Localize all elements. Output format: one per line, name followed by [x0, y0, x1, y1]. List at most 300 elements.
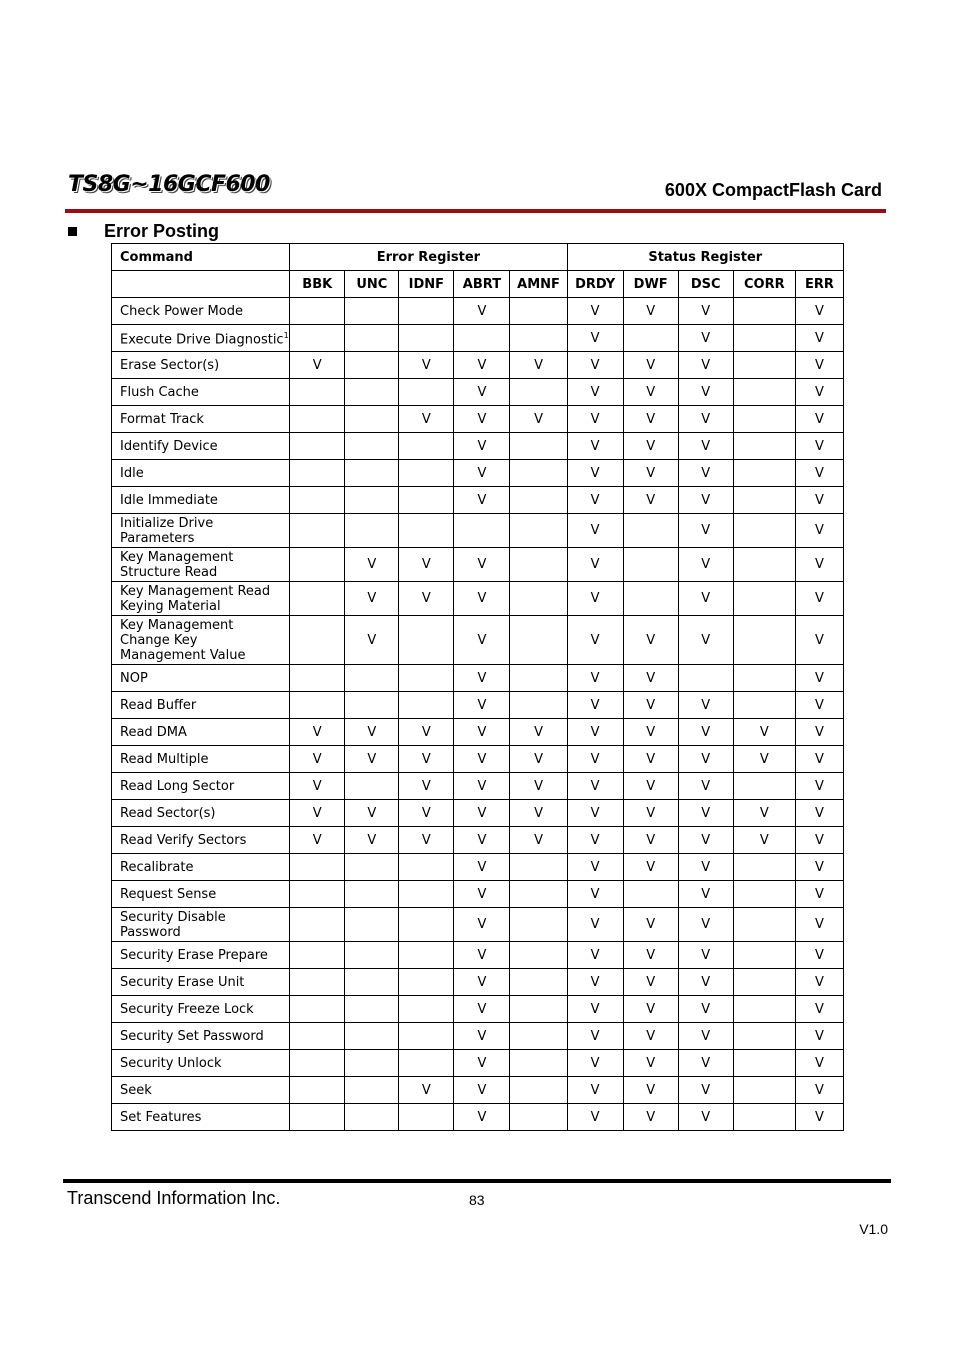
mark-cell — [345, 433, 399, 460]
command-cell: Security Erase Unit — [112, 969, 290, 996]
mark-cell: V — [623, 827, 678, 854]
column-header: ERR — [795, 271, 843, 298]
mark-cell — [510, 665, 567, 692]
command-cell: Idle — [112, 460, 290, 487]
mark-cell — [345, 692, 399, 719]
mark-cell: V — [510, 773, 567, 800]
mark-cell: V — [399, 406, 454, 433]
mark-cell: V — [795, 298, 843, 325]
mark-cell: V — [454, 379, 510, 406]
mark-cell: V — [795, 460, 843, 487]
mark-cell — [399, 692, 454, 719]
mark-cell: V — [623, 379, 678, 406]
mark-cell — [510, 298, 567, 325]
mark-cell: V — [678, 969, 733, 996]
mark-cell: V — [678, 746, 733, 773]
footer-company: Transcend Information Inc. — [67, 1188, 281, 1208]
mark-cell: V — [623, 942, 678, 969]
table-row — [112, 1104, 844, 1131]
mark-cell — [733, 996, 795, 1023]
column-header: AMNF — [510, 271, 567, 298]
mark-cell: V — [795, 996, 843, 1023]
mark-cell — [345, 325, 399, 352]
mark-cell — [399, 460, 454, 487]
status-register-header: Status Register — [567, 244, 843, 271]
command-cell: Identify Device — [112, 433, 290, 460]
command-cell: Recalibrate — [112, 854, 290, 881]
column-header: DRDY — [567, 271, 623, 298]
mark-cell — [510, 996, 567, 1023]
mark-cell: V — [510, 352, 567, 379]
mark-cell: V — [678, 406, 733, 433]
mark-cell: V — [454, 942, 510, 969]
mark-cell: V — [454, 1104, 510, 1131]
mark-cell — [399, 908, 454, 942]
mark-cell: V — [795, 665, 843, 692]
mark-cell: V — [510, 800, 567, 827]
mark-cell: V — [678, 1077, 733, 1104]
mark-cell — [623, 514, 678, 548]
mark-cell: V — [795, 352, 843, 379]
mark-cell: V — [678, 996, 733, 1023]
mark-cell — [399, 433, 454, 460]
mark-cell — [510, 460, 567, 487]
mark-cell: V — [623, 1104, 678, 1131]
mark-cell: V — [510, 746, 567, 773]
mark-cell: V — [623, 773, 678, 800]
table-row — [112, 692, 844, 719]
command-cell: Execute Drive Diagnostic$^1$ — [112, 325, 290, 352]
mark-cell — [345, 942, 399, 969]
empty-header-cell — [112, 271, 290, 298]
command-cell: Erase Sector(s) — [112, 352, 290, 379]
command-cell: Key Management Change Key Management Value — [112, 616, 290, 665]
mark-cell: V — [678, 433, 733, 460]
mark-cell: V — [795, 692, 843, 719]
mark-cell: V — [678, 773, 733, 800]
mark-cell — [733, 325, 795, 352]
command-cell: Request Sense — [112, 881, 290, 908]
mark-cell: V — [399, 582, 454, 616]
mark-cell: V — [290, 719, 345, 746]
mark-cell: V — [567, 1077, 623, 1104]
column-header: UNC — [345, 271, 399, 298]
mark-cell — [290, 1050, 345, 1077]
table-row — [112, 325, 844, 352]
mark-cell — [733, 773, 795, 800]
command-cell: Format Track — [112, 406, 290, 433]
mark-cell: V — [345, 746, 399, 773]
table-row — [112, 746, 844, 773]
mark-cell: V — [567, 325, 623, 352]
mark-cell: V — [567, 908, 623, 942]
mark-cell — [510, 1050, 567, 1077]
mark-cell — [345, 379, 399, 406]
mark-cell — [290, 514, 345, 548]
mark-cell — [399, 379, 454, 406]
table-row — [112, 406, 844, 433]
mark-cell — [733, 942, 795, 969]
mark-cell: V — [678, 298, 733, 325]
mark-cell: V — [454, 1023, 510, 1050]
mark-cell — [623, 881, 678, 908]
command-cell: Security Freeze Lock — [112, 996, 290, 1023]
mark-cell: V — [623, 692, 678, 719]
mark-cell — [290, 487, 345, 514]
mark-cell — [399, 665, 454, 692]
mark-cell: V — [623, 800, 678, 827]
mark-cell: V — [795, 582, 843, 616]
mark-cell: V — [733, 719, 795, 746]
command-cell: Key Management Structure Read — [112, 548, 290, 582]
mark-cell: V — [623, 487, 678, 514]
mark-cell — [733, 1050, 795, 1077]
mark-cell — [510, 969, 567, 996]
mark-cell: V — [454, 908, 510, 942]
mark-cell: V — [795, 942, 843, 969]
table-row — [112, 460, 844, 487]
command-cell: Check Power Mode — [112, 298, 290, 325]
mark-cell: V — [678, 1050, 733, 1077]
column-header: CORR — [733, 271, 795, 298]
mark-cell — [345, 352, 399, 379]
mark-cell — [733, 487, 795, 514]
mark-cell: V — [399, 352, 454, 379]
mark-cell: V — [623, 1023, 678, 1050]
mark-cell — [345, 514, 399, 548]
mark-cell: V — [567, 582, 623, 616]
mark-cell — [510, 1104, 567, 1131]
mark-cell: V — [623, 616, 678, 665]
mark-cell — [510, 942, 567, 969]
mark-cell: V — [678, 487, 733, 514]
mark-cell: V — [678, 881, 733, 908]
mark-cell — [345, 406, 399, 433]
command-cell: NOP — [112, 665, 290, 692]
mark-cell: V — [567, 460, 623, 487]
mark-cell — [345, 773, 399, 800]
mark-cell — [345, 1050, 399, 1077]
column-header-row — [112, 271, 844, 298]
command-cell: Idle Immediate — [112, 487, 290, 514]
mark-cell: V — [678, 942, 733, 969]
mark-cell: V — [454, 719, 510, 746]
mark-cell — [345, 1023, 399, 1050]
mark-cell: V — [795, 487, 843, 514]
mark-cell: V — [623, 746, 678, 773]
mark-cell: V — [567, 514, 623, 548]
mark-cell: V — [623, 908, 678, 942]
mark-cell — [399, 969, 454, 996]
mark-cell: V — [567, 692, 623, 719]
error-posting-table — [111, 243, 844, 1131]
product-title: TS8G~16GCF600 — [68, 172, 270, 197]
mark-cell — [399, 487, 454, 514]
command-cell: Security Disable Password — [112, 908, 290, 942]
table-row — [112, 908, 844, 942]
command-cell: Read Buffer — [112, 692, 290, 719]
mark-cell — [733, 665, 795, 692]
mark-cell: V — [623, 298, 678, 325]
mark-cell — [733, 406, 795, 433]
table-row — [112, 1023, 844, 1050]
mark-cell: V — [795, 406, 843, 433]
mark-cell — [290, 298, 345, 325]
table-row — [112, 352, 844, 379]
mark-cell: V — [454, 800, 510, 827]
mark-cell — [733, 514, 795, 548]
mark-cell: V — [795, 514, 843, 548]
table-row — [112, 773, 844, 800]
command-cell: Seek — [112, 1077, 290, 1104]
mark-cell: V — [795, 325, 843, 352]
mark-cell: V — [567, 773, 623, 800]
mark-cell: V — [623, 460, 678, 487]
mark-cell — [510, 582, 567, 616]
mark-cell — [678, 665, 733, 692]
mark-cell: V — [623, 969, 678, 996]
column-header: DSC — [678, 271, 733, 298]
mark-cell — [290, 881, 345, 908]
mark-cell: V — [795, 827, 843, 854]
command-cell: Read Verify Sectors — [112, 827, 290, 854]
table-row — [112, 942, 844, 969]
mark-cell — [345, 854, 399, 881]
mark-cell — [345, 881, 399, 908]
mark-cell: V — [454, 298, 510, 325]
table-row — [112, 298, 844, 325]
mark-cell — [733, 298, 795, 325]
mark-cell: V — [454, 406, 510, 433]
mark-cell — [290, 325, 345, 352]
mark-cell — [345, 908, 399, 942]
mark-cell: V — [678, 692, 733, 719]
mark-cell — [399, 881, 454, 908]
command-cell: Security Erase Prepare — [112, 942, 290, 969]
mark-cell — [345, 298, 399, 325]
mark-cell — [733, 616, 795, 665]
mark-cell: V — [678, 1104, 733, 1131]
table-row — [112, 548, 844, 582]
mark-cell: V — [510, 406, 567, 433]
mark-cell — [733, 1023, 795, 1050]
table-row — [112, 665, 844, 692]
mark-cell: V — [678, 514, 733, 548]
mark-cell — [733, 854, 795, 881]
mark-cell: V — [454, 460, 510, 487]
column-header: BBK — [290, 271, 345, 298]
mark-cell — [399, 298, 454, 325]
mark-cell: V — [290, 352, 345, 379]
mark-cell: V — [345, 582, 399, 616]
mark-cell — [510, 1023, 567, 1050]
mark-cell — [345, 1077, 399, 1104]
mark-cell: V — [795, 746, 843, 773]
mark-cell: V — [567, 969, 623, 996]
mark-cell: V — [567, 942, 623, 969]
mark-cell: V — [567, 996, 623, 1023]
mark-cell — [399, 1023, 454, 1050]
mark-cell — [290, 1077, 345, 1104]
group-header-row — [112, 244, 844, 271]
command-cell: Flush Cache — [112, 379, 290, 406]
mark-cell: V — [290, 773, 345, 800]
mark-cell: V — [290, 746, 345, 773]
document-version: V1.0 — [859, 1221, 888, 1237]
mark-cell — [399, 854, 454, 881]
mark-cell — [290, 433, 345, 460]
mark-cell: V — [567, 746, 623, 773]
column-header: DWF — [623, 271, 678, 298]
mark-cell — [510, 616, 567, 665]
mark-cell: V — [567, 854, 623, 881]
mark-cell: V — [454, 548, 510, 582]
mark-cell: V — [795, 379, 843, 406]
mark-cell — [623, 548, 678, 582]
mark-cell — [510, 692, 567, 719]
mark-cell — [290, 942, 345, 969]
mark-cell: V — [678, 854, 733, 881]
mark-cell: V — [795, 1050, 843, 1077]
header-divider — [65, 209, 886, 213]
mark-cell — [510, 1077, 567, 1104]
command-cell: Initialize Drive Parameters — [112, 514, 290, 548]
mark-cell: V — [678, 548, 733, 582]
mark-cell: V — [795, 1104, 843, 1131]
mark-cell: V — [623, 665, 678, 692]
mark-cell: V — [454, 1077, 510, 1104]
mark-cell: V — [623, 433, 678, 460]
mark-cell: V — [454, 746, 510, 773]
mark-cell — [399, 942, 454, 969]
mark-cell — [399, 996, 454, 1023]
mark-cell — [290, 548, 345, 582]
mark-cell — [510, 487, 567, 514]
mark-cell — [345, 487, 399, 514]
mark-cell — [510, 379, 567, 406]
mark-cell: V — [567, 406, 623, 433]
mark-cell: V — [623, 352, 678, 379]
mark-cell: V — [623, 406, 678, 433]
square-bullet-icon — [68, 227, 77, 236]
mark-cell: V — [567, 548, 623, 582]
table-row — [112, 1050, 844, 1077]
mark-cell: V — [795, 1023, 843, 1050]
table-row — [112, 616, 844, 665]
mark-cell: V — [399, 827, 454, 854]
mark-cell: V — [567, 1023, 623, 1050]
table-row — [112, 854, 844, 881]
mark-cell: V — [678, 379, 733, 406]
mark-cell: V — [678, 827, 733, 854]
mark-cell: V — [733, 827, 795, 854]
mark-cell — [510, 881, 567, 908]
mark-cell: V — [399, 800, 454, 827]
mark-cell: V — [795, 969, 843, 996]
mark-cell — [399, 514, 454, 548]
mark-cell: V — [795, 616, 843, 665]
mark-cell — [345, 969, 399, 996]
mark-cell — [510, 325, 567, 352]
mark-cell: V — [795, 719, 843, 746]
mark-cell: V — [290, 800, 345, 827]
column-header: ABRT — [454, 271, 510, 298]
mark-cell — [733, 433, 795, 460]
mark-cell: V — [678, 460, 733, 487]
mark-cell — [733, 582, 795, 616]
mark-cell: V — [567, 379, 623, 406]
mark-cell: V — [733, 746, 795, 773]
mark-cell: V — [454, 854, 510, 881]
mark-cell: V — [399, 719, 454, 746]
mark-cell: V — [454, 665, 510, 692]
mark-cell: V — [678, 352, 733, 379]
mark-cell: V — [678, 800, 733, 827]
mark-cell: V — [454, 827, 510, 854]
command-cell: Security Set Password — [112, 1023, 290, 1050]
mark-cell: V — [795, 773, 843, 800]
mark-cell: V — [567, 298, 623, 325]
column-header: IDNF — [399, 271, 454, 298]
mark-cell: V — [795, 881, 843, 908]
mark-cell — [733, 548, 795, 582]
mark-cell — [733, 352, 795, 379]
command-cell: Read Multiple — [112, 746, 290, 773]
mark-cell: V — [454, 1050, 510, 1077]
mark-cell: V — [623, 719, 678, 746]
mark-cell — [345, 665, 399, 692]
mark-cell: V — [795, 854, 843, 881]
mark-cell: V — [567, 719, 623, 746]
mark-cell — [345, 996, 399, 1023]
mark-cell — [733, 881, 795, 908]
mark-cell: V — [567, 487, 623, 514]
command-cell: Read Sector(s) — [112, 800, 290, 827]
mark-cell — [345, 1104, 399, 1131]
mark-cell: V — [567, 352, 623, 379]
mark-cell: V — [454, 996, 510, 1023]
mark-cell: V — [567, 881, 623, 908]
mark-cell — [399, 616, 454, 665]
mark-cell — [733, 460, 795, 487]
table-row — [112, 379, 844, 406]
error-register-header: Error Register — [290, 244, 567, 271]
mark-cell: V — [454, 433, 510, 460]
section-heading — [68, 221, 219, 242]
mark-cell — [290, 692, 345, 719]
table-row — [112, 827, 844, 854]
mark-cell: V — [567, 1104, 623, 1131]
mark-cell — [290, 1104, 345, 1131]
mark-cell: V — [454, 487, 510, 514]
mark-cell: V — [795, 800, 843, 827]
mark-cell: V — [345, 800, 399, 827]
table-row — [112, 719, 844, 746]
mark-cell — [290, 406, 345, 433]
mark-cell: V — [290, 827, 345, 854]
section-title: Error Posting — [104, 221, 220, 241]
mark-cell: V — [795, 433, 843, 460]
mark-cell — [290, 379, 345, 406]
mark-cell — [345, 460, 399, 487]
mark-cell: V — [678, 908, 733, 942]
table-row — [112, 969, 844, 996]
mark-cell — [733, 969, 795, 996]
mark-cell: V — [678, 1023, 733, 1050]
mark-cell: V — [623, 1077, 678, 1104]
table-row — [112, 881, 844, 908]
mark-cell — [290, 1023, 345, 1050]
